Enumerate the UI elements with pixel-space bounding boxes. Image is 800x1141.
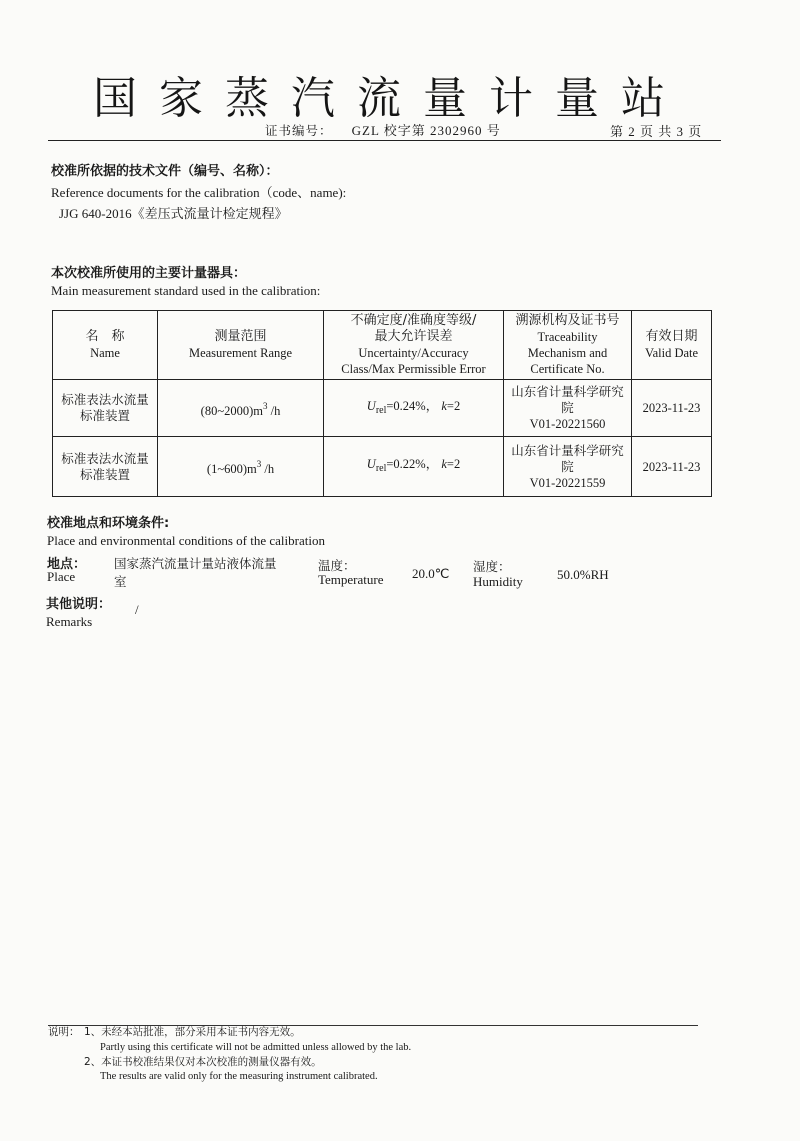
row-name: 标准表法水流量标准装置: [53, 437, 158, 497]
page-number: 第 2 页 共 3 页: [610, 124, 703, 139]
humidity-label-en: Humidity: [473, 574, 523, 589]
row-uncertainty: $U_{rel}=0.24\%$， k=2: [324, 380, 504, 437]
row-range: $(80\sim 2000)m^3$ /h: [158, 380, 324, 437]
table-row: [53, 380, 712, 437]
conditions-heading-cn: 校准地点和环境条件:: [47, 516, 170, 531]
table-row: [53, 437, 712, 497]
standards-heading-en: Main measurement standard used in the calibration:: [51, 283, 321, 298]
row-name: 标准表法水流量标准装置: [53, 380, 158, 437]
header-traceability: 溯源机构及证书号 Traceability Mechanism and Certificate No.: [504, 311, 632, 380]
standards-heading-cn: 本次校准所使用的主要计量器具：: [51, 266, 247, 281]
place-label-cn: 地点：: [47, 557, 87, 572]
footnote-label: 说明：: [48, 1026, 80, 1038]
certificate-number: [265, 120, 501, 139]
row-valid-date: 2023-11-23: [632, 437, 712, 497]
row-traceability: 山东省计量科学研究院 V01-20221560: [504, 380, 632, 437]
standards-table: [52, 310, 712, 497]
reference-heading-cn: 校准所依据的技术文件（编号、名称）：: [51, 164, 279, 179]
certificate-number-value: GZL 校字第 2302960 号: [351, 123, 501, 138]
footnote-item-2-cn: 2、本证书校准结果仅对本次校准的测量仪器有效。: [84, 1056, 322, 1068]
header-range: 测量范围 Measurement Range: [158, 311, 324, 380]
row-range: $(1\sim 600)m^3$ /h: [158, 437, 324, 497]
footnote-item-1-en: Partly using this certificate will not be admitted unless allowed by the lab.: [100, 1042, 412, 1053]
footnote-item-2-en: The results are valid only for the measuring instrument calibrated.: [100, 1071, 378, 1082]
certificate-number-label: 证书编号：: [265, 123, 333, 138]
conditions-heading-en: Place and environmental conditions of the calibration: [47, 533, 325, 548]
temperature-label-cn: 温度：: [318, 558, 356, 573]
temperature-value: 20.0℃: [412, 566, 450, 581]
header-uncertainty: 不确定度/准确度等级/ 最大允许误差 Uncertainty/Accuracy Class/Max Permissible Error: [324, 311, 504, 380]
place-label-en: Place: [47, 569, 76, 584]
remarks-value: /: [135, 602, 139, 617]
reference-document: JJG 640-2016《差压式流量计检定规程》: [59, 206, 288, 221]
remarks-label-en: Remarks: [46, 614, 93, 629]
institution-title: 国家蒸汽流量计量站: [93, 73, 687, 124]
header-divider: [48, 140, 721, 141]
footnote-item-1-cn: 1、未经本站批准，部分采用本证书内容无效。: [84, 1026, 301, 1038]
row-traceability: 山东省计量科学研究院 V01-20221559: [504, 437, 632, 497]
header-name: 名 称 Name: [53, 311, 158, 380]
place-value: 国家蒸汽流量计量站液体流量 室: [114, 556, 277, 589]
row-valid-date: 2023-11-23: [632, 380, 712, 437]
humidity-label-cn: 湿度：: [473, 559, 511, 574]
header-valid-date: 有效日期 Valid Date: [632, 311, 712, 380]
row-uncertainty: $U_{rel}=0.22\%$， k=2: [324, 437, 504, 497]
table-header-row: [53, 311, 712, 380]
temperature-label-en: Temperature: [318, 572, 384, 587]
humidity-value: 50.0%RH: [557, 567, 609, 582]
reference-heading-en: Reference documents for the calibration（code、name):: [51, 185, 347, 200]
remarks-label-cn: 其他说明：: [46, 597, 112, 612]
